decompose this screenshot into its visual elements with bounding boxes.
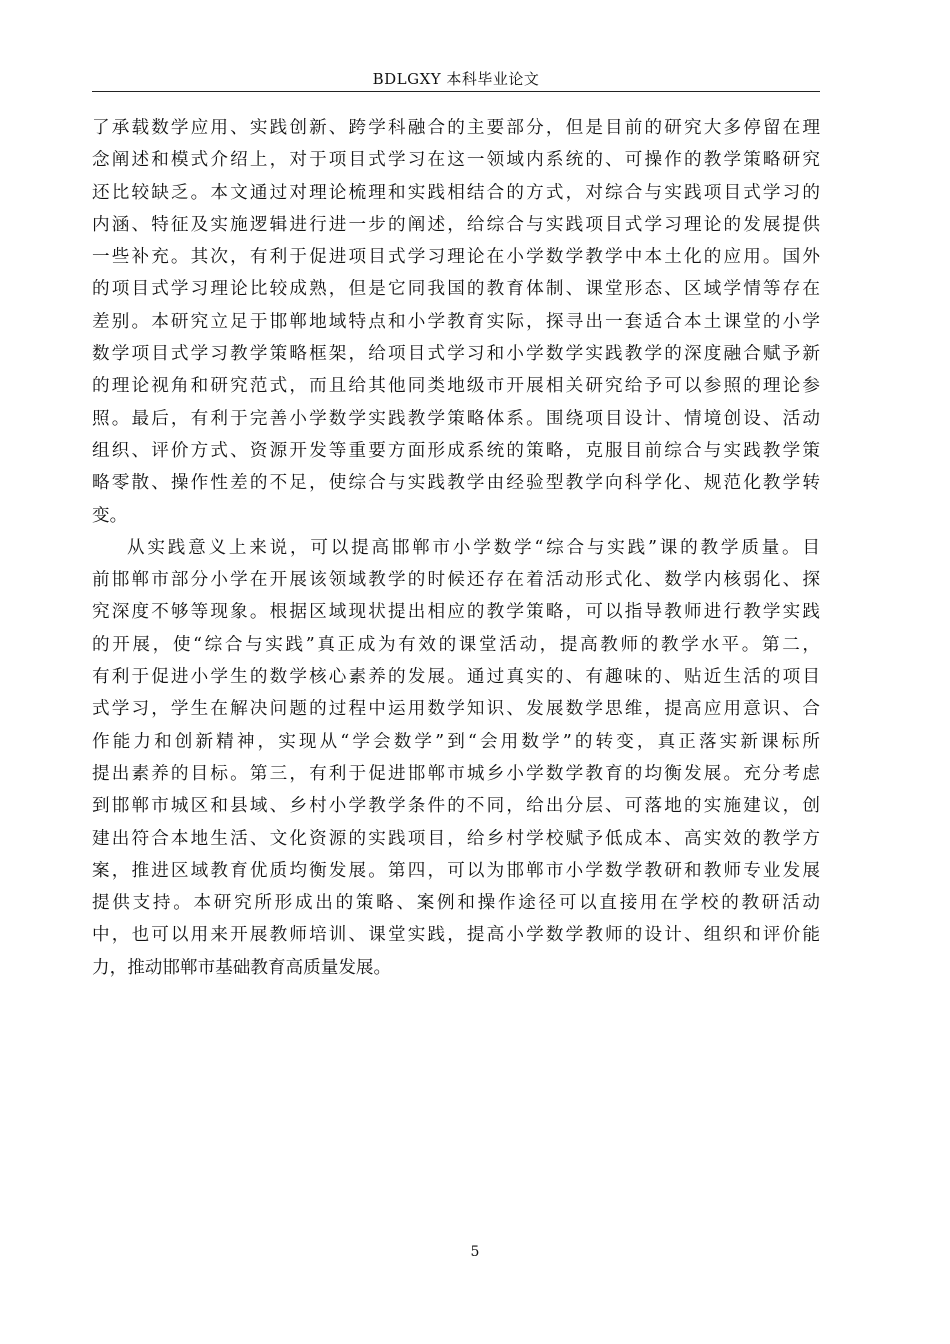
text-line: 从实践意义上来说，可以提高邯郸市小学数学“综合与实践”课的教学质量。目 [127, 537, 820, 558]
text-line: 建出符合本地生活、文化资源的实践项目，给乡村学校赋予低成本、高实效的教学方 [92, 828, 820, 849]
text-line: 念阐述和模式介绍上，对于项目式学习在这一领域内系统的、可操作的教学策略研究 [92, 150, 820, 171]
text-line: 的项目式学习理论比较成熟，但是它同我国的教育体制、课堂形态、区域学情等存在 [92, 279, 820, 300]
text-line: 案，推进区域教育优质均衡发展。第四，可以为邯郸市小学数学教研和教师专业发展 [92, 860, 820, 881]
text-line: 究深度不够等现象。根据区域现状提出相应的教学策略，可以指导教师进行教学实践 [92, 602, 820, 623]
text-line: 还比较缺乏。本文通过对理论梳理和实践相结合的方式，对综合与实践项目式学习的 [92, 182, 820, 203]
text-line: 了承载数学应用、实践创新、跨学科融合的主要部分，但是目前的研究大多停留在理 [92, 118, 820, 138]
text-line: 提供支持。本研究所形成出的策略、案例和操作途径可以直接用在学校的教研活动 [92, 893, 820, 914]
text-line: 差别。本研究立足于邯郸地域特点和小学教育实际，探寻出一套适合本土课堂的小学 [92, 311, 820, 332]
text-line: 式学习，学生在解决问题的过程中运用数学知识、发展数学思维，提高应用意识、合 [92, 699, 820, 720]
text-line: 组织、评价方式、资源开发等重要方面形成系统的策略，克服目前综合与实践教学策 [92, 440, 820, 461]
running-header: BDLGXY 本科毕业论文 [372, 70, 540, 88]
header-rule [92, 91, 820, 92]
text-line: 略零散、操作性差的不足，使综合与实践教学由经验型教学向科学化、规范化教学转 [92, 473, 820, 494]
text-line: 作能力和创新精神，实现从“学会数学”到“会用数学”的转变，真正落实新课标所 [92, 731, 820, 752]
text-line: 到邯郸市城区和县域、乡村小学教学条件的不同，给出分层、可落地的实施建议，创 [92, 796, 820, 817]
text-line: 有利于促进小学生的数学核心素养的发展。通过真实的、有趣味的、贴近生活的项目 [92, 667, 820, 688]
text-line: 一些补充。其次，有利于促进项目式学习理论在小学数学教学中本土化的应用。国外 [92, 247, 820, 268]
text-line: 数学项目式学习教学策略框架，给项目式学习和小学数学实践教学的深度融合赋予新 [92, 344, 820, 365]
text-line: 的理论视角和研究范式，而且给其他同类地级市开展相关研究给予可以参照的理论参 [92, 376, 820, 397]
page-number: 5 [470, 1244, 480, 1260]
text-line: 提出素养的目标。第三，有利于促进邯郸市城乡小学数学教育的均衡发展。充分考虑 [92, 763, 820, 784]
body-text [92, 112, 820, 984]
text-line: 的开展，使“综合与实践”真正成为有效的课堂活动，提高教师的教学水平。第二， [92, 634, 820, 655]
text-line: 变。 [92, 505, 128, 526]
text-line: 照。最后，有利于完善小学数学实践教学策略体系。围绕项目设计、情境创设、活动 [92, 408, 820, 429]
text-line: 内涵、特征及实施逻辑进行进一步的阐述，给综合与实践项目式学习理论的发展提供 [92, 214, 820, 235]
text-line: 前邯郸市部分小学在开展该领域教学的时候还存在着活动形式化、数学内核弱化、探 [92, 570, 820, 591]
text-line: 力，推动邯郸市基础教育高质量发展。 [92, 957, 392, 978]
text-line: 中，也可以用来开展教师培训、课堂实践，提高小学数学教师的设计、组织和评价能 [92, 925, 820, 946]
